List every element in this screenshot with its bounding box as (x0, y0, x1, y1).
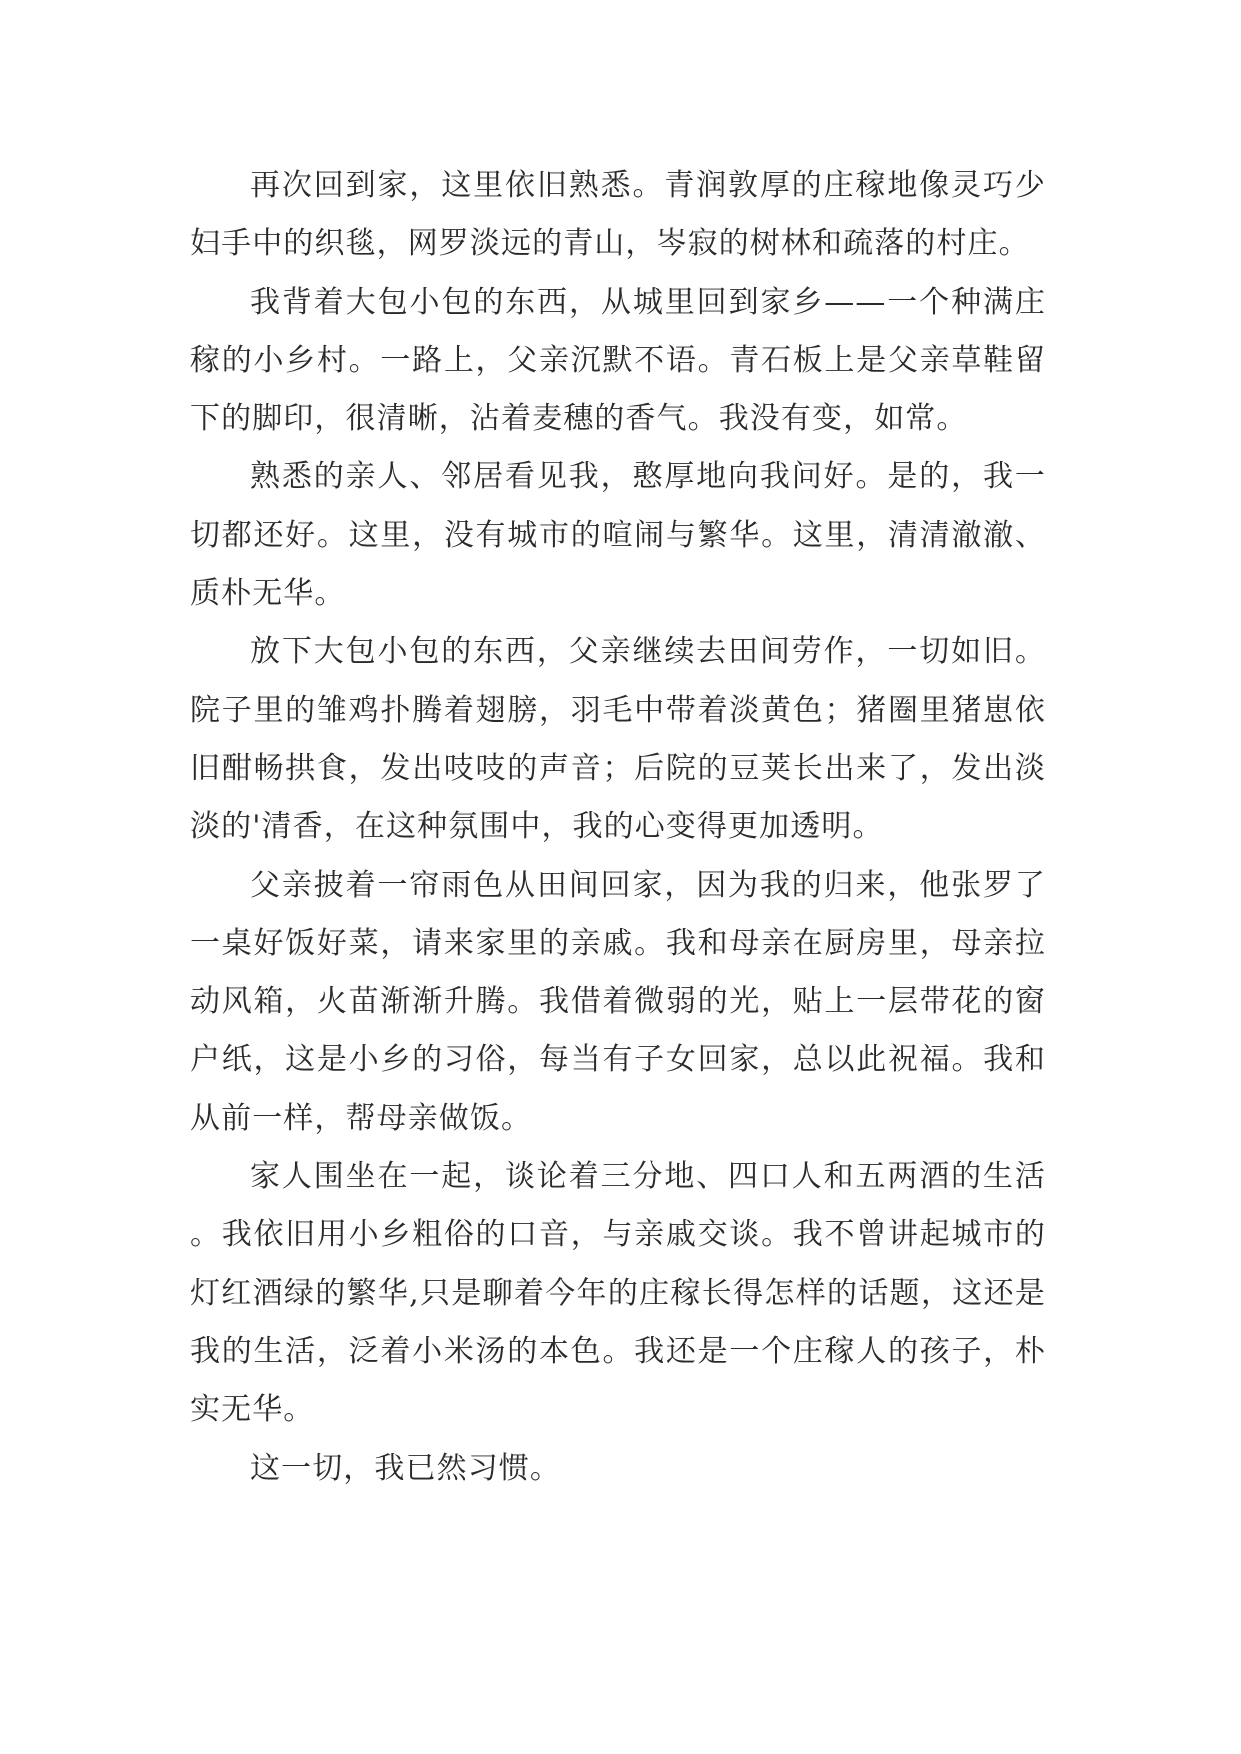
paragraph-3: 熟悉的亲人、邻居看见我，憨厚地向我问好。是的，我一切都还好。这里，没有城市的喧闹与繁华。这里，清清澈澈、质朴无华。 (190, 459, 1046, 612)
document-body (190, 157, 1046, 1498)
paragraph-7: 这一切，我已然习惯。 (250, 1450, 561, 1486)
paragraph-4: 放下大包小包的东西，父亲继续去田间劳作，一切如旧。院子里的雏鸡扑腾着翅膀，羽毛中带着淡黄色；猪圈里猪崽依旧酣畅拱食，发出吱吱的声音；后院的豆荚长出来了，发出淡淡的'清香，在这种氛围中，我的心变得更加透明。 (190, 634, 1046, 845)
paragraph-2: 我背着大包小包的东西，从城里回到家乡——一个种满庄稼的小乡村。一路上，父亲沉默不语。青石板上是父亲草鞋留下的脚印，很清晰，沾着麦穗的香气。我没有变，如常。 (190, 284, 1046, 437)
paragraph-6: 家人围坐在一起，谈论着三分地、四口人和五两酒的生活。我依旧用小乡粗俗的口音，与亲戚交谈。我不曾讲起城市的灯红酒绿的繁华,只是聊着今年的庄稼长得怎样的话题，这还是我的生活，泛着小米汤的本色。我还是一个庄稼人的孩子，朴实无华。 (190, 1159, 1046, 1428)
paragraph-5: 父亲披着一帘雨色从田间回家，因为我的归来，他张罗了一桌好饭好菜，请来家里的亲戚。我和母亲在厨房里，母亲拉动风箱，火苗渐渐升腾。我借着微弱的光，贴上一层带花的窗户纸，这是小乡的习俗，每当有子女回家，总以此祝福。我和从前一样，帮母亲做饭。 (190, 867, 1046, 1136)
paragraph-1: 再次回到家，这里依旧熟悉。青润敦厚的庄稼地像灵巧少妇手中的织毯，网罗淡远的青山，岑寂的树林和疏落的村庄。 (190, 168, 1046, 262)
